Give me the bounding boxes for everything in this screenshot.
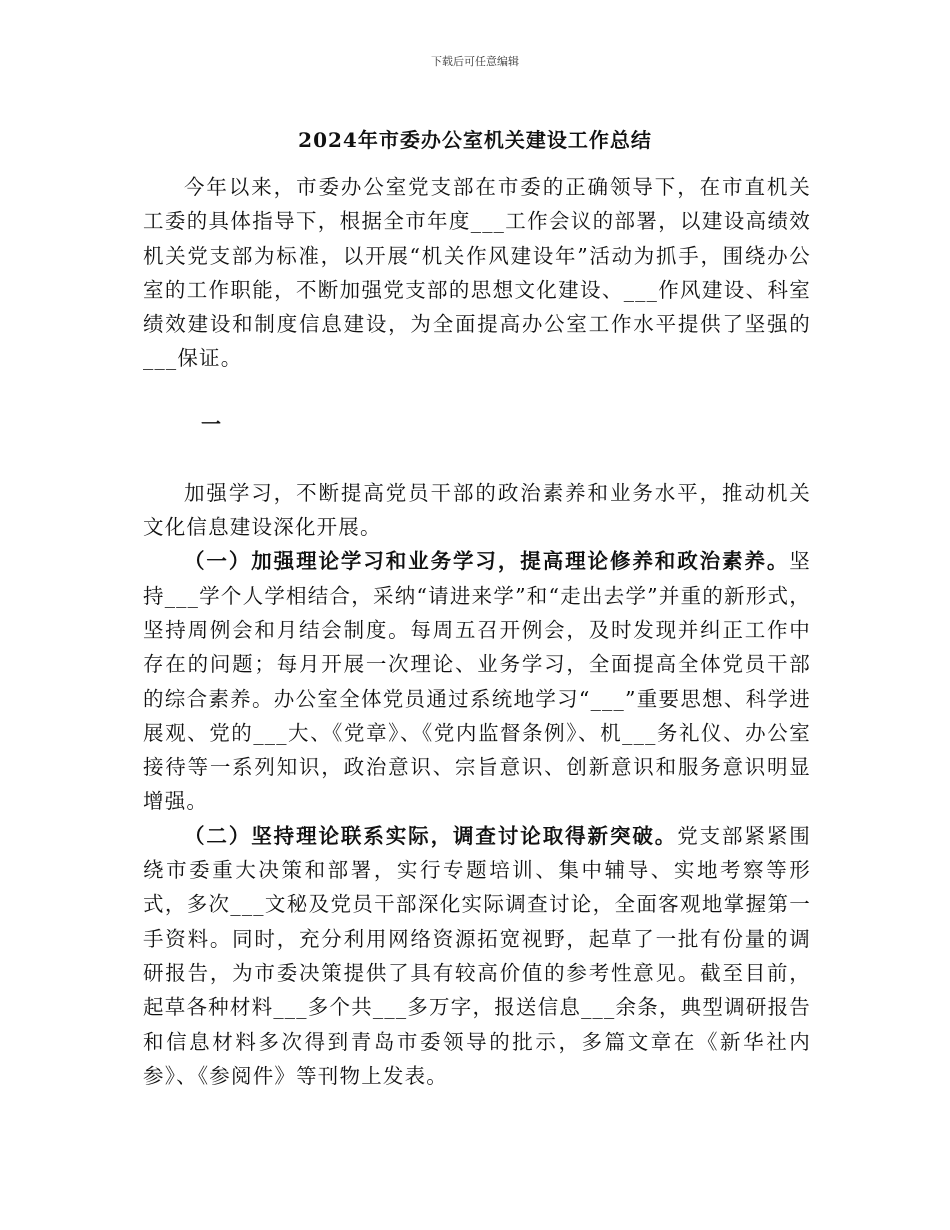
subsection-one-body: 坚持___学个人学相结合，采纳“请进来学”和“走出去学”并重的新形式，坚持周例会和月结会制度。每周五召开例会，及时发现并纠正工作中存在的问题；每月开展一次理论、业务学习，全面提高全体党员干部的综合素养。办公室全体党员通过系统地学习“___”重要思想、科学进展观、党的___大、《党章》、《党内监督条例》、机___务礼仪、办公室接待等一系列知识，政治意识、宗旨意识、创新意识和服务意识明显增强。: [143, 549, 811, 814]
intro-paragraph: 今年以来，市委办公室党支部在市委的正确领导下，在市直机关工委的具体指导下，根据全市年度___工作会议的部署，以建设高绩效机关党支部为标准，以开展“机关作风建设年”活动为抓手，围绕办公室的工作职能，不断加强党支部的思想文化建设、___作风建设、科室绩效建设和制度信息建设，为全面提高办公室工作水平提供了坚强的___保证。: [143, 175, 811, 371]
document-title: 2024年市委办公室机关建设工作总结: [298, 128, 652, 152]
subsection-two-heading: （二）坚持理论联系实际，调查讨论取得新突破。: [184, 823, 678, 848]
subsection-one-paragraph: [143, 544, 811, 818]
subsection-two-paragraph: [143, 819, 811, 1093]
subsection-two-body: 党支部紧紧围绕市委重大决策和部署，实行专题培训、集中辅导、实地考察等形式，多次___文秘及党员干部深化实际调查讨论，全面客观地掌握第一手资料。同时，充分利用网络资源拓宽视野，起草了一批有份量的调研报告，为市委决策提供了具有较高价值的参考性意见。截至目前，起草各种材料___多个共___多万字，报送信息___余条，典型调研报告和信息材料多次得到青岛市委领导的批示，多篇文章在《新华社内参》、《参阅件》等刊物上发表。: [143, 823, 811, 1088]
subsection-one-heading: （一）加强理论学习和业务学习，提高理论修养和政治素养。: [184, 549, 790, 574]
header-note: 下载后可任意编辑: [431, 55, 519, 68]
document-body: [143, 170, 811, 1093]
section-heading-one: 一: [201, 411, 223, 436]
section-one-summary: 加强学习，不断提高党员干部的政治素养和业务水平，推动机关文化信息建设深化开展。: [143, 480, 811, 540]
